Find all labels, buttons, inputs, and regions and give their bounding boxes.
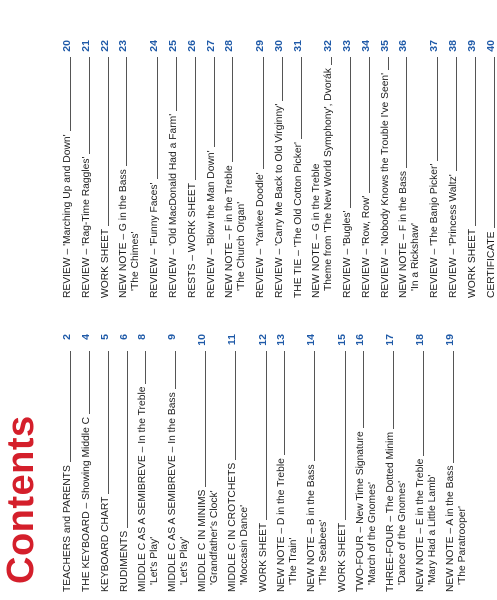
toc-page-number: 17 [384,334,396,346]
toc-entry [421,40,440,298]
toc-entry-title: NEW NOTE – E in the Treble [415,458,426,592]
toc-dot-leader [89,57,90,154]
toc-dot-leader [301,57,302,139]
toc-entry-title: MIDDLE C AS A SEMIBREVE – In the Treble [137,386,148,592]
toc-entry-title: NEW NOTE – D in the Treble [276,458,287,592]
toc-page-number: 9 [166,334,178,340]
toc-page-number: 24 [148,40,160,52]
toc-entry-title: WORK SHEET [467,228,478,298]
toc-dot-leader [235,351,236,460]
toc-entry [92,40,111,298]
toc-entry-title: REVIEW – 'Bugles' [342,210,353,298]
toc-dot-leader [453,351,454,463]
toc-entry-title: REVIEW – 'Funny Faces' [149,182,160,298]
toc-entry [217,40,247,298]
toc-page-number: 5 [99,334,111,340]
toc-page-number: 37 [428,40,440,52]
toc-dot-leader [108,351,109,494]
toc-entry [73,40,92,298]
toc-page-number: 22 [99,40,111,52]
toc-entry-title: NEW NOTE – G in the Bass [118,169,129,298]
toc-entry [247,40,266,298]
toc-dot-leader [145,351,146,384]
toc-entry-subtitle: 'Let's Play' [179,536,190,585]
toc-page-number: 35 [379,40,391,52]
toc-entry [220,334,250,592]
toc-entry-title: REVIEW – 'Carry Me Back to Old Virginny' [274,103,285,298]
toc-dot-leader [350,57,351,208]
toc-dot-leader [175,351,176,389]
toc-page-number: 14 [305,334,317,346]
toc-entry-title: NEW NOTE – G in the Treble [311,163,322,298]
toc-dot-leader [205,351,206,487]
toc-dot-leader [393,351,394,429]
toc-column-right [54,40,497,298]
toc-entry-title: TEACHERS and PARENTS [62,465,73,592]
toc-dot-leader [494,57,495,228]
toc-dot-leader [127,351,128,528]
toc-dot-leader [423,351,424,456]
toc-column-left [54,334,468,592]
toc-entry [440,40,459,298]
toc-page-number: 11 [226,334,238,346]
toc-dot-leader [266,351,267,520]
toc-page-number: 26 [186,40,198,52]
toc-entry-title: RESTS – WORK SHEET [187,182,198,298]
toc-dot-leader [157,57,158,179]
toc-dot-leader [437,57,438,161]
toc-entry-title: REVIEW – 'Row, Row' [361,195,372,298]
toc-entry-title: NEW NOTE – B in the Bass [306,464,317,592]
toc-entry [299,334,329,592]
toc-entry-title: WORK SHEET [258,522,269,592]
toc-entry-title: NEW NOTE – F in the Bass [398,170,409,298]
toc-entry [250,334,269,592]
toc-entry [266,40,285,298]
toc-page-number: 39 [466,40,478,52]
toc-entry-title: MIDDLE C AS A SEMIBREVE – In the Bass [167,392,178,592]
toc-dot-leader [388,57,389,70]
toc-dot-leader [314,351,315,461]
toc-page-number: 33 [341,40,353,52]
toc-entry [438,334,468,592]
toc-entry-title: RUDIMENTS [119,530,130,592]
toc-dot-leader [456,57,457,171]
toc-dot-leader [345,351,346,520]
page-title: Contents [0,415,42,584]
toc-dot-leader [126,57,127,166]
toc-page-number: 8 [136,334,148,340]
toc-dot-leader [214,57,215,147]
toc-entry-subtitle: Theme from 'The New World Symphony', Dvorák [323,68,334,291]
toc-page-number: 10 [196,334,208,346]
toc-entry [478,40,497,298]
toc-page-number: 18 [414,334,426,346]
toc-dot-leader [475,57,476,226]
toc-dot-leader [263,57,264,169]
toc-entry-title: CERTIFICATE [486,231,497,298]
toc-dot-leader [282,57,283,101]
toc-entry-title: THE TIE – 'The Old Cotton Picker' [293,142,304,298]
toc-entry-subtitle: 'March of the Gnomes' [367,482,378,585]
toc-entry [353,40,372,298]
toc-entry-title: REVIEW – 'Rag-Time Raggles' [81,156,92,298]
toc-entry [269,334,299,592]
toc-page-number: 38 [447,40,459,52]
toc-dot-leader [331,57,332,65]
toc-entry-subtitle: 'The Paratrooper' [457,506,468,585]
toc-page-number: 15 [336,334,348,346]
toc-page-number: 16 [354,334,366,346]
toc-entry [408,334,438,592]
toc-entry-subtitle: 'The Chimes' [130,231,141,291]
toc-page-number: 13 [275,334,287,346]
toc-dot-leader [363,351,364,428]
toc-entry [130,334,160,592]
toc-entry [329,334,348,592]
toc-entry-subtitle: 'In a Rickshaw' [410,222,421,291]
toc-entry [391,40,421,298]
toc-page-number: 23 [117,40,129,52]
toc-entry [372,40,391,298]
toc-entry [111,334,130,592]
toc-dot-leader [108,57,109,226]
toc-dot-leader [89,351,90,414]
toc-entry [459,40,478,298]
toc-page-number: 31 [292,40,304,52]
toc-entry-title: THREE-FOUR – The Dotted Minim [385,431,396,592]
toc-entry [190,334,220,592]
toc-entry-title: NEW NOTE – F in the Treble [224,165,235,298]
toc-entry-subtitle: 'Grandfather's Clock' [209,490,220,585]
toc-entry-title: WORK SHEET [337,522,348,592]
toc-page-number: 34 [360,40,372,52]
toc-entry [348,334,378,592]
toc-entry [198,40,217,298]
toc-entry [285,40,304,298]
toc-entry [54,40,73,298]
toc-dot-leader [406,57,407,168]
toc-page-number: 28 [223,40,235,52]
toc-dot-leader [232,57,233,162]
toc-entry-subtitle: 'The Church Organ' [236,201,247,291]
toc-page-number: 12 [257,334,269,346]
toc-entry [92,334,111,592]
toc-page-number: 36 [397,40,409,52]
toc-entry [334,40,353,298]
toc-entry-subtitle: 'Moccasin Dance' [239,504,250,585]
toc-entry-title: REVIEW – 'Yankee Doodle' [255,172,266,298]
toc-entry [160,334,190,592]
toc-entry-title: REVIEW – 'The Banjo Picker' [429,163,440,298]
toc-entry [141,40,160,298]
toc-entry-title: TWO-FOUR – New Time Signature [355,431,366,592]
toc-page-number: 27 [205,40,217,52]
toc-entry-title: KEYBOARD CHART [100,496,111,592]
toc-entry [378,334,408,592]
toc-entry-title: THE KEYBOARD – Showing Middle C [81,416,92,592]
toc-dot-leader [70,57,71,131]
toc-page-number: 32 [322,40,334,52]
toc-entry-title: REVIEW – 'Nobody Knows the Trouble I've Seen' [380,72,391,298]
toc-entry-title: WORK SHEET [100,228,111,298]
toc-entry [54,334,73,592]
toc-entry-title: REVIEW – 'Princess Waltz' [448,174,459,298]
toc-entry [73,334,92,592]
toc-entry-title: MIDDLE C IN CROTCHETS [227,462,238,592]
toc-entry-subtitle: 'Dance of the Gnomes' [397,480,408,585]
toc-entry-title: REVIEW – 'Marching Up and Down' [62,134,73,298]
toc-entry-title: MIDDLE C IN MINIMS [197,489,208,592]
toc-entry-subtitle: 'The Train' [288,537,299,585]
toc-entry-subtitle: 'Let's Play' [149,536,160,585]
toc-page-number: 29 [254,40,266,52]
toc-dot-leader [195,57,196,180]
toc-entry-subtitle: 'Mary Had a Little Lamb' [427,474,438,585]
toc-entry-title: REVIEW – 'Blow the Man Down' [206,150,217,298]
toc-entry-subtitle: 'The Seabees' [318,519,329,585]
toc-page-number: 30 [273,40,285,52]
toc-page-number: 21 [80,40,92,52]
toc-entry [111,40,141,298]
toc-page-number: 20 [61,40,73,52]
toc-page-number: 40 [485,40,497,52]
toc-page-number: 19 [444,334,456,346]
toc-dot-leader [369,57,370,193]
toc-dot-leader [284,351,285,455]
toc-page-number: 25 [167,40,179,52]
toc-entry-title: REVIEW – 'Old MacDonald Had a Farm' [168,113,179,298]
toc-entry [179,40,198,298]
toc-dot-leader [70,351,71,462]
toc-entry-title: NEW NOTE – A in the Bass [445,465,456,592]
toc-page-number: 2 [61,334,73,340]
toc-dot-leader [176,57,177,111]
toc-page-number: 6 [118,334,130,340]
toc-page-number: 4 [80,334,92,340]
toc-entry [304,40,334,298]
toc-entry [160,40,179,298]
